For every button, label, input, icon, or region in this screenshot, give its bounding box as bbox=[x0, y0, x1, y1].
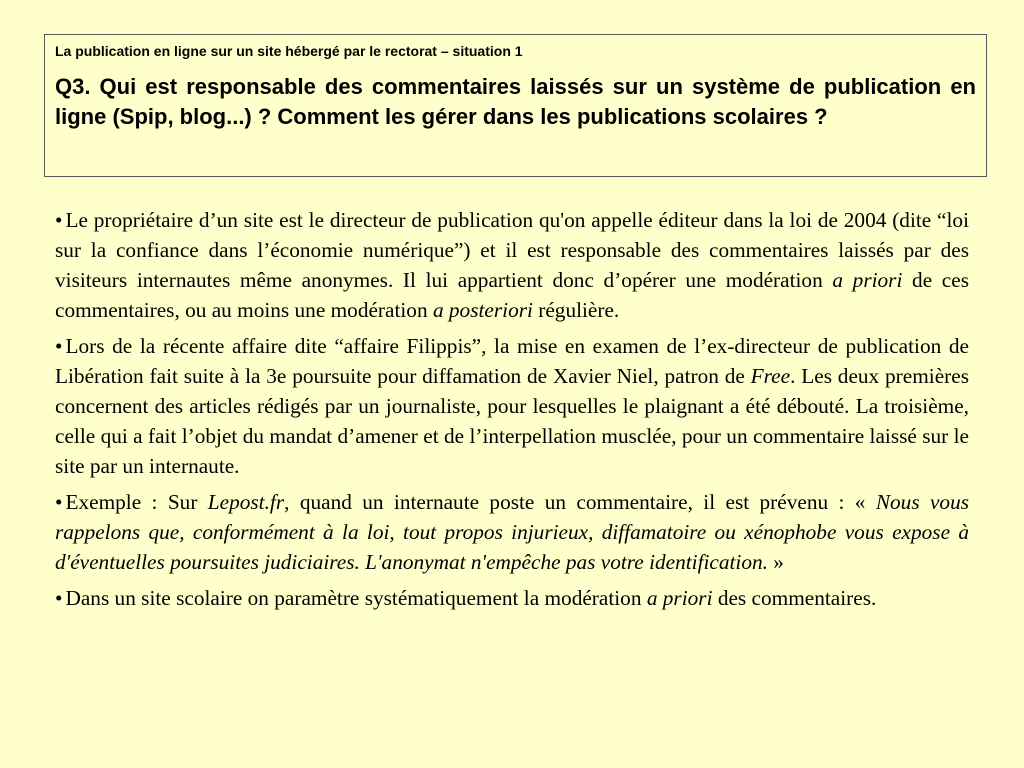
paragraph-text: , quand un internaute poste un commentaire, il est prévenu : « bbox=[284, 490, 876, 514]
italic-text: a priori bbox=[832, 268, 903, 292]
paragraph-text: de ces commentaires, ou au moins une modération bbox=[55, 268, 969, 322]
paragraph-owner-responsibility bbox=[55, 205, 969, 325]
paragraph-text: » bbox=[767, 550, 784, 574]
italic-text: a priori bbox=[646, 586, 713, 610]
slide-question-title: Q3. Qui est responsable des commentaires laissés sur un système de publication en ligne (Spip, blog...) ? Comment les gérer dans les publications scolaires ? bbox=[55, 74, 976, 129]
paragraph-text: Le propriétaire d’un site est le directeur de publication qu'on appelle éditeur dans la loi de 2004 (dite “loi sur la confiance dans l’économie numérique”) et il est responsable des commentaires laissés par des visiteurs internautes même anonymes. Il lui appartient donc d’opérer une modération bbox=[55, 208, 969, 292]
bullet-icon: • bbox=[55, 334, 63, 358]
slide-subtitle: La publication en ligne sur un site hébergé par le rectorat – situation 1 bbox=[55, 43, 523, 59]
italic-quote: Nous vous rappelons que, conformément à la loi, tout propos injurieux, diffamatoire ou xénophobe vous expose à d'éventuelles poursuites judiciaires. L'anonymat n'empêche pas votre identification. bbox=[55, 490, 970, 574]
paragraph-text: Dans un site scolaire on paramètre systématiquement la modération bbox=[65, 586, 647, 610]
paragraph-text: des commentaires. bbox=[712, 586, 877, 610]
paragraph-text: Exemple : Sur bbox=[65, 490, 208, 514]
paragraph-text: Lors de la récente affaire dite “affaire Filippis”, la mise en examen de l’ex-directeur de publication de Libération fait suite à la 3e poursuite pour diffamation de Xavier Niel, patron de bbox=[55, 334, 969, 388]
bullet-icon: • bbox=[55, 208, 63, 232]
paragraph-text: . Les deux premières concernent des articles rédigés par un journaliste, pour lesquelles le plaignant a été débouté. La troisième, celle qui a fait l’objet du mandat d’amener et de l’interpellation musclée, pour un commentaire laissé sur le site par un internaute. bbox=[55, 364, 969, 478]
italic-text: Lepost.fr bbox=[207, 490, 285, 514]
paragraph-text: régulière. bbox=[532, 298, 620, 322]
paragraph-lepost-example bbox=[55, 487, 969, 577]
bullet-icon: • bbox=[55, 586, 63, 610]
header-box bbox=[44, 34, 987, 177]
paragraph-filippis-affair bbox=[55, 331, 969, 481]
paragraph-school-site bbox=[55, 583, 969, 613]
italic-text: a posteriori bbox=[432, 298, 533, 322]
bullet-icon: • bbox=[55, 490, 63, 514]
slide-body bbox=[55, 205, 969, 619]
italic-text: Free bbox=[750, 364, 791, 388]
